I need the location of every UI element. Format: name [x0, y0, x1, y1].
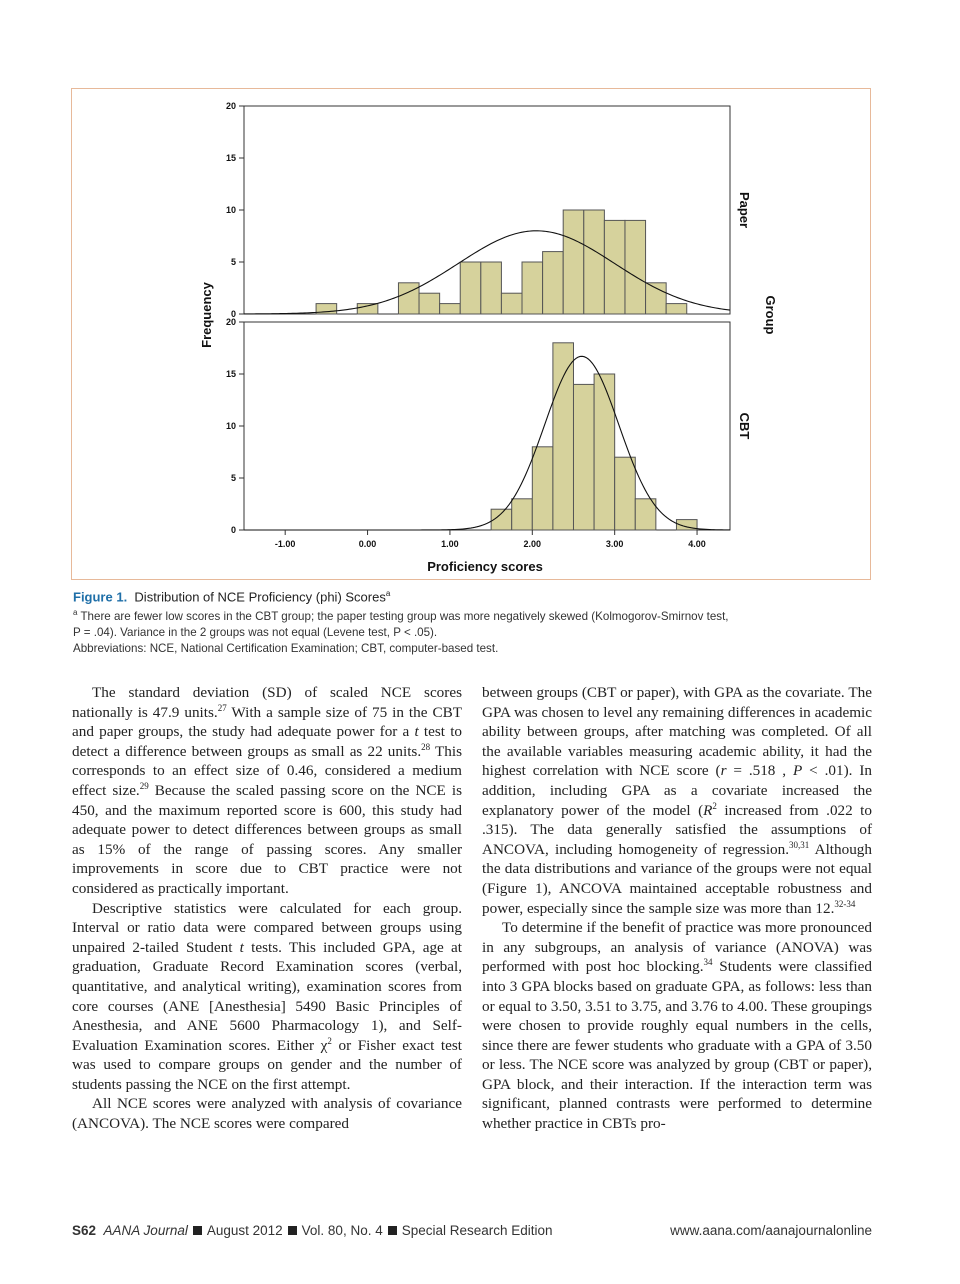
text-run: tests. This included GPA, age at graduation, Graduate Record Examination scores (verbal, quantitative, and analytical writing), examination scores from core courses (ANE [Anesthesia] 5490 Basic Principles of Anesthesia, and ANE 5600 Pharmacology 1), and Self-Evaluation Examination scores. Either — [72, 938, 463, 1054]
caption-title-sup: a — [385, 589, 391, 598]
paragraph — [482, 683, 872, 918]
y-tick-label: 15 — [225, 153, 236, 163]
caption-note-text-1: There are fewer low scores in the CBT group; the paper testing group was more negatively skewed (Kolmogorov-Smirnov test, — [80, 610, 729, 624]
y-tick-label: 15 — [225, 369, 236, 379]
figure-1-chart — [71, 88, 871, 580]
x-axis-title: Proficiency scores — [427, 559, 543, 574]
histogram-bar — [553, 343, 574, 530]
panel-label: Paper — [737, 191, 752, 229]
text-run: test to detect a difference between groups as small as 22 units. — [72, 723, 463, 760]
panel-frame — [244, 322, 730, 530]
histogram-bar — [584, 210, 605, 314]
text-run: With a sample size of 75 in the CBT and paper groups, the study had adequate power for a — [72, 703, 462, 741]
x-tick-label: 3.00 — [605, 539, 624, 549]
superscript: 2 — [327, 1035, 332, 1046]
caption-note-line-1 — [73, 605, 873, 625]
italic-symbol: t — [414, 723, 419, 741]
text-run: To determine if the benefit of practice was more pronounced in any subgroups, an analysis of variance (ANOVA) was performed with post hoc blocking. — [482, 919, 872, 976]
y-tick-label: 5 — [230, 257, 236, 267]
paragraph — [72, 899, 462, 1095]
issue-date: August 2012 — [206, 1223, 283, 1238]
italic-symbol: P — [792, 762, 803, 780]
histogram-bar — [563, 210, 584, 314]
superscript: 2 — [712, 800, 717, 811]
histogram-bar — [501, 293, 522, 314]
y-tick-label: 20 — [225, 317, 236, 327]
separator-square-icon — [193, 1226, 202, 1235]
panel-label: CBT — [737, 412, 752, 440]
separator-square-icon — [388, 1226, 397, 1235]
panel-paper — [226, 101, 752, 319]
x-tick-label: 1.00 — [441, 539, 459, 549]
reference-sup: 29 — [139, 780, 149, 791]
histogram-bar — [543, 252, 564, 314]
histogram-bar — [635, 499, 656, 530]
x-tick-label: 0.00 — [358, 539, 377, 549]
journal-url[interactable]: www.aana.com/aanajournalonline — [670, 1223, 872, 1238]
paragraph — [72, 683, 462, 899]
text-run: Students were classified into 3 GPA blocks based on graduate GPA, as follows: less than or equal to 3.50, 3.51 to 3.75, and 3.76 to 4.00. These groupings were chosen to provide roughly equal numbers in the cells, since there are fewer students who graduate with a GPA of 3.50 or less. The NCE score was analyzed by group (CBT or paper), GPA block, and their interaction. If the interaction term was significant, planned contrasts were performed to determine whether practice in CBTs pro- — [482, 958, 872, 1133]
histogram-bar — [357, 304, 378, 314]
italic-symbol: R — [703, 801, 713, 819]
figure-caption — [73, 586, 873, 657]
text-run: Although the data distributions and variance of the groups were not equal (Figure 1), ANCOVA maintained acceptable robustness and power, especially since the sample size was more than 12. — [482, 840, 872, 917]
italic-symbol: t — [239, 938, 244, 956]
histogram-bar — [419, 293, 440, 314]
x-tick-label: 4.00 — [688, 539, 706, 549]
text-run: Because the scaled passing score on the NCE is 450, and the maximum reported score is 600, this study had adequate power to detect differences between groups as small as 15% of the range of passing scores. Any smaller improvements in score due to CBT practice were not considered as practically important. — [72, 781, 462, 897]
reference-sup: 34 — [703, 957, 713, 968]
paragraph: All NCE scores were analyzed with analysis of covariance (ANCOVA). The NCE scores were compared — [72, 1095, 462, 1133]
histogram-bar — [666, 304, 687, 314]
y-tick-label: 0 — [230, 525, 236, 535]
text-run: or Fisher exact test was used to compare groups on gender and the number of students passing the NCE on the first attempt. — [72, 1036, 463, 1093]
caption-abbreviations: Abbreviations: NCE, National Certification Examination; CBT, computer-based test. — [73, 642, 499, 656]
text-run: = .518 , — [726, 762, 793, 780]
caption-note-sup: a — [73, 608, 78, 618]
volume-info: Vol. 80, No. 4 — [301, 1223, 383, 1238]
page-footer — [72, 1223, 872, 1243]
y-tick-label: 20 — [225, 101, 236, 111]
y-tick-label: 10 — [225, 421, 236, 431]
histogram-bar — [440, 304, 461, 314]
y-axis-title: Frequency — [199, 282, 214, 348]
edition-name: Special Research Edition — [401, 1223, 553, 1238]
histogram-bar — [512, 499, 533, 530]
panel-cbt — [226, 317, 752, 535]
caption-title: Distribution of NCE Proficiency (phi) Scores — [134, 589, 386, 605]
histogram-bar — [573, 384, 594, 530]
histogram-bar — [398, 283, 419, 314]
reference-sup: 28 — [421, 741, 431, 752]
body-column-right — [482, 683, 872, 1134]
y-tick-label: 10 — [225, 205, 236, 215]
text-run: This corresponds to an effect size of 0.46, considered a medium effect size. — [72, 742, 462, 799]
text-run: increased from .022 to .315). The data generally satisfied the assumptions of ANCOVA, including homogeneity of regression. — [482, 801, 872, 858]
reference-sup: 27 — [217, 702, 227, 713]
caption-note-line-2: P = .04). Variance in the 2 groups was not equal (Levene test, P < .05). — [73, 626, 438, 640]
body-column-left — [72, 683, 462, 1134]
text-run: < .01). In addition, including GPA as a covariate increased the explanatory power of the model ( — [482, 762, 872, 819]
journal-name: AANA Journal — [103, 1223, 188, 1238]
histogram-bar — [594, 374, 615, 530]
histogram-bar — [615, 457, 636, 530]
histogram-bar — [532, 447, 553, 530]
separator-square-icon — [288, 1226, 297, 1235]
paragraph — [482, 918, 872, 1134]
histogram-bar — [604, 220, 625, 314]
histogram-chart — [72, 89, 872, 581]
text-run: Descriptive statistics were calculated for each group. Interval or ratio data were compared between groups using unpaired 2-tailed Student — [72, 899, 462, 956]
histogram-bar — [625, 220, 646, 314]
chi-symbol: χ — [320, 1036, 328, 1054]
reference-sup: 32-34 — [834, 898, 856, 909]
caption-title-line — [73, 586, 873, 605]
x-axis — [275, 530, 706, 549]
text-run: The standard deviation (SD) of scaled NCE scores nationally is 47.9 units. — [72, 684, 462, 721]
histogram-bar — [522, 262, 543, 314]
histogram-bar — [460, 262, 481, 314]
y-tick-label: 0 — [230, 309, 236, 319]
figure-label: Figure 1. — [73, 589, 128, 605]
facet-title-group: Group — [763, 295, 778, 335]
italic-symbol: r — [720, 762, 727, 780]
y-tick-label: 5 — [230, 473, 236, 483]
page-number: S62 — [72, 1223, 97, 1238]
histogram-bar — [481, 262, 502, 314]
reference-sup: 30,31 — [789, 839, 810, 850]
x-tick-label: 2.00 — [523, 539, 542, 549]
text-run: between groups (CBT or paper), with GPA as the covariate. The GPA was chosen to level any remaining differences in academic ability between groups, after matching was completed. Of all the available variables measuring academic ability, it had the highest correlation with NCE score ( — [482, 684, 872, 780]
x-tick-label: -1.00 — [274, 539, 296, 549]
